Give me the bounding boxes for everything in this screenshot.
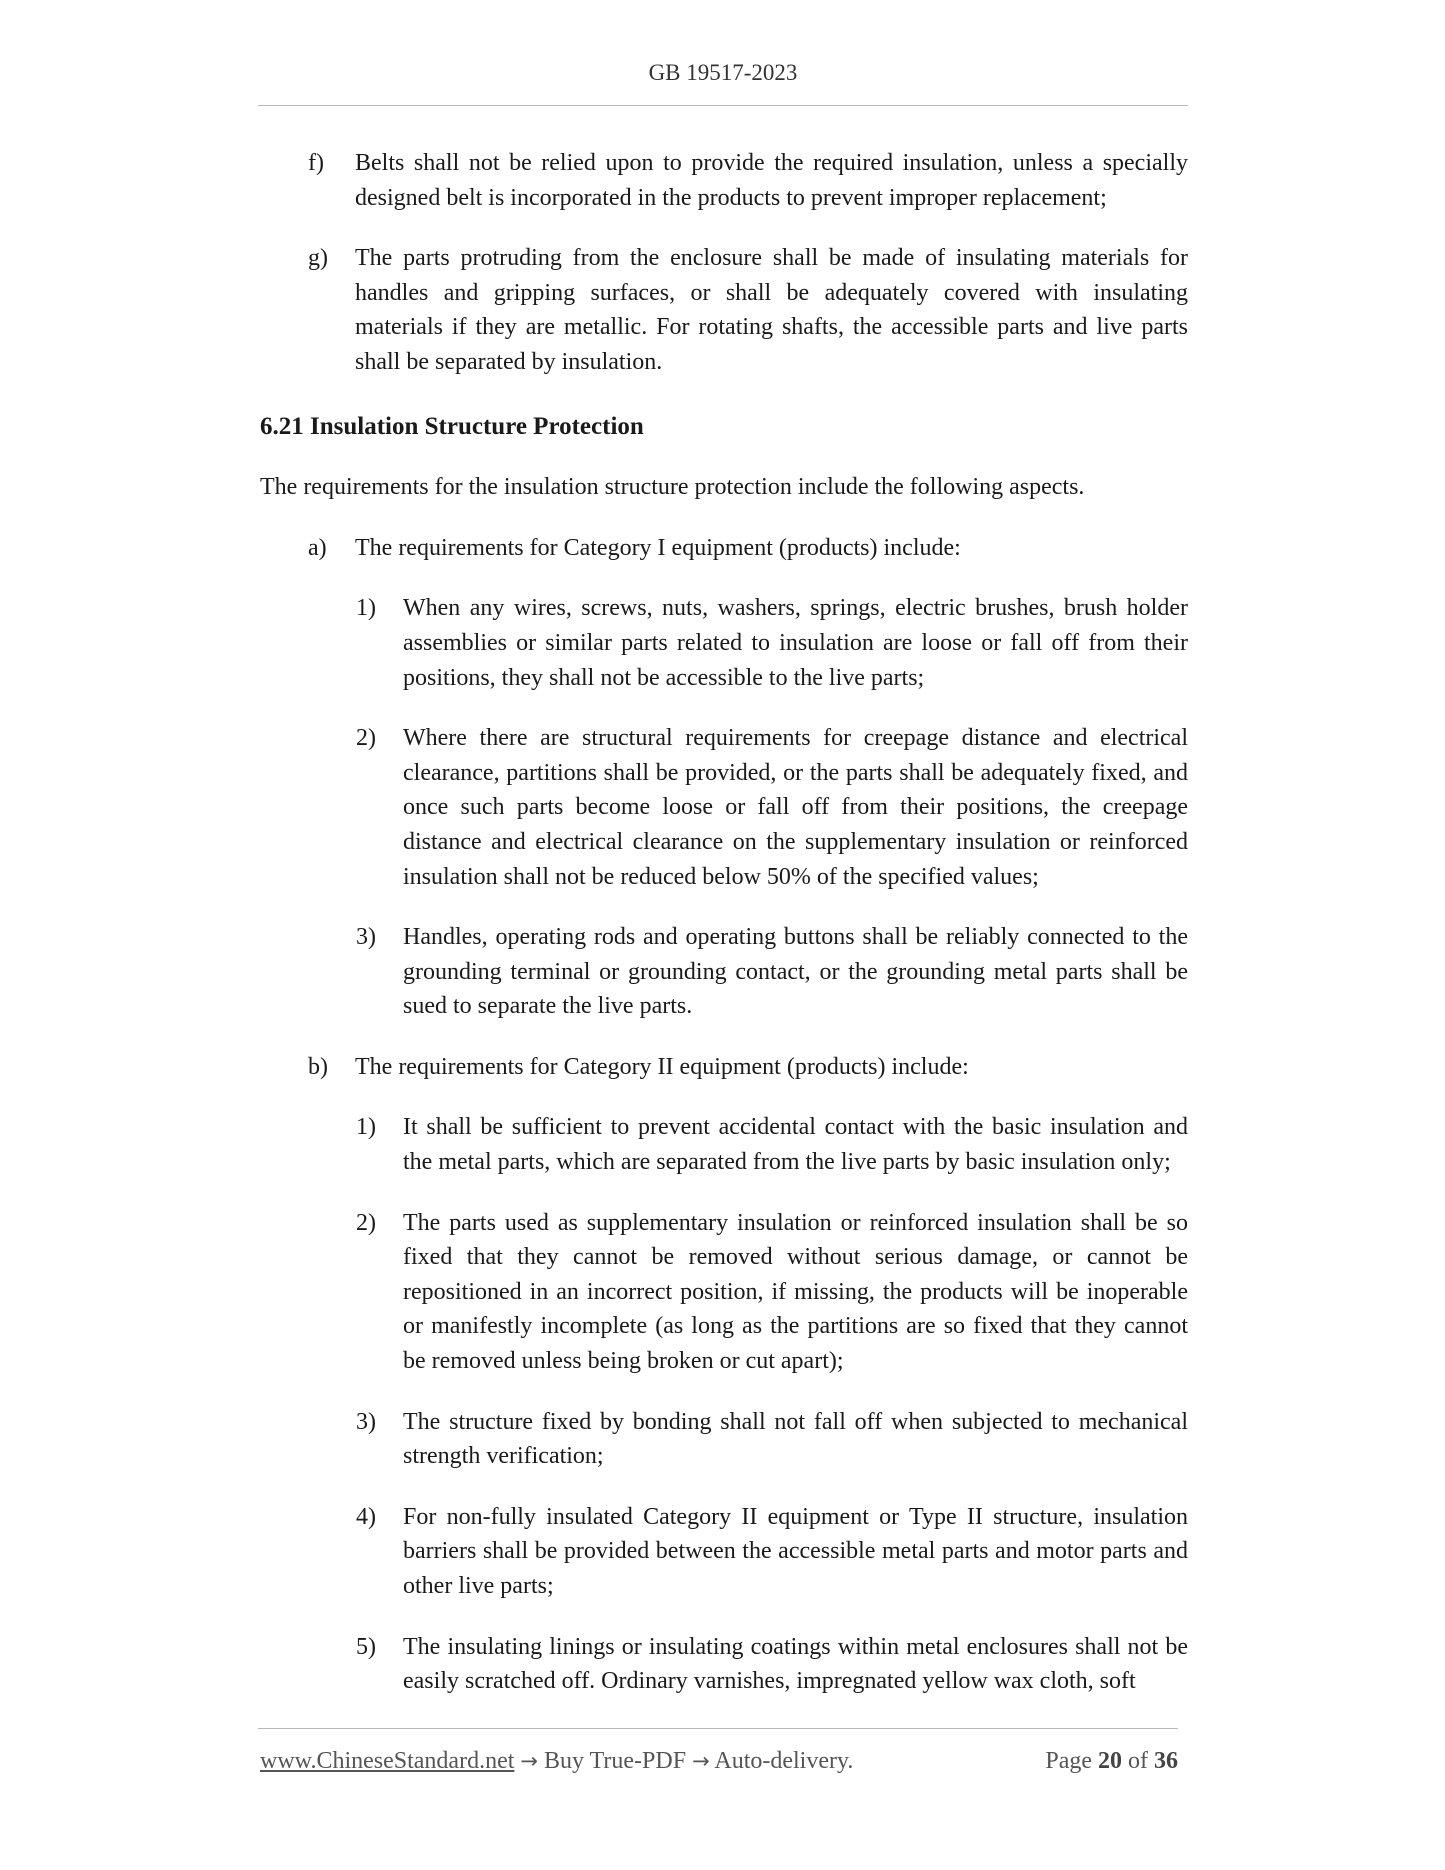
sub-text: The insulating linings or insulating coatings within metal enclosures shall not be easily scratched off. Ordinary varnishes, impregnated yellow wax cloth, soft (403, 1633, 1188, 1695)
sub-item-a3 (356, 920, 1188, 1024)
sub-item-a1 (356, 591, 1188, 695)
list-item-f (308, 146, 1188, 215)
list-label: b) (308, 1053, 328, 1080)
list-text: The parts protruding from the enclosure shall be made of insulating materials for handles and gripping surfaces, or shall be adequately covered with insulating materials if they are metallic. For rotating shafts, the accessible parts and live parts shall be separated by insulation. (355, 245, 1188, 375)
website-link[interactable]: www.ChineseStandard.net (260, 1748, 515, 1774)
list-label: g) (308, 245, 328, 272)
sub-label: 3) (356, 1408, 376, 1435)
sub-item-b3 (356, 1405, 1188, 1474)
sub-text: Handles, operating rods and operating buttons shall be reliably connected to the grounding terminal or grounding contact, or the grounding metal parts shall be sued to separate the live parts. (403, 924, 1188, 1020)
running-header: GB 19517-2023 (648, 60, 798, 85)
list-text: Belts shall not be relied upon to provide the required insulation, unless a specially designed belt is incorporated in the products to prevent improper replacement; (355, 150, 1188, 211)
section-intro: The requirements for the insulation structure protection include the following aspects. (260, 474, 1085, 501)
footer-left (260, 1748, 853, 1775)
of-word: of (1128, 1748, 1148, 1774)
sub-item-b2 (356, 1206, 1188, 1379)
page-number (1045, 1748, 1178, 1775)
total-pages: 36 (1154, 1748, 1178, 1774)
sub-label: 5) (356, 1633, 376, 1660)
footer-divider (258, 1728, 1178, 1729)
list-item-g (308, 241, 1188, 379)
current-page: 20 (1098, 1748, 1122, 1774)
auto-delivery-text: Auto-delivery. (714, 1748, 854, 1774)
list-text: The requirements for Category II equipment (products) include: (355, 1053, 969, 1080)
sub-text: The structure fixed by bonding shall not fall off when subjected to mechanical strength verification; (403, 1408, 1188, 1470)
arrow-right-icon: → (692, 1749, 710, 1773)
buy-pdf-text: Buy True-PDF (544, 1748, 687, 1774)
sub-text: The parts used as supplementary insulation or reinforced insulation shall be so fixed that they cannot be removed without serious damage, or cannot be repositioned in an incorrect position, if missing, the products will be inoperable or manifestly incomplete (as long as the partitions are so fixed that they cannot be removed unless being broken or cut apart); (403, 1209, 1188, 1375)
header-divider (258, 105, 1188, 106)
list-item-a (308, 531, 1188, 566)
page-word: Page (1045, 1748, 1092, 1774)
sub-item-b1 (356, 1110, 1188, 1179)
sub-text: When any wires, screws, nuts, washers, springs, electric brushes, brush holder assemblies or similar parts related to insulation are loose or fall off from their positions, they shall not be accessible to the live parts; (403, 595, 1188, 691)
list-text: The requirements for Category I equipment (products) include: (355, 534, 961, 561)
sub-item-b5 (356, 1630, 1188, 1699)
sub-label: 1) (356, 1114, 376, 1141)
sub-text: For non-fully insulated Category II equipment or Type II structure, insulation barriers shall be provided between the accessible metal parts and motor parts and other live parts; (403, 1503, 1188, 1599)
sub-label: 4) (356, 1503, 376, 1530)
section-heading: 6.21 Insulation Structure Protection (260, 412, 644, 440)
page-footer (260, 1748, 1178, 1775)
sub-text: It shall be sufficient to prevent accidental contact with the basic insulation and the metal parts, which are separated from the live parts by basic insulation only; (403, 1114, 1188, 1176)
sub-text: Where there are structural requirements for creepage distance and electrical clearance, partitions shall be provided, or the parts shall be adequately fixed, and once such parts become loose or fall off from their positions, the creepage distance and electrical clearance on the supplementary insulation or reinforced insulation shall not be reduced below 50% of the specified values; (403, 725, 1188, 890)
sub-label: 2) (356, 1209, 376, 1236)
list-item-b (308, 1050, 1188, 1085)
sub-label: 3) (356, 924, 376, 951)
list-label: a) (308, 534, 327, 561)
document-body (260, 146, 1188, 1699)
sub-label: 2) (356, 725, 376, 752)
sub-item-a2 (356, 721, 1188, 894)
sub-label: 1) (356, 595, 376, 622)
sub-item-b4 (356, 1500, 1188, 1604)
list-label: f) (308, 150, 324, 176)
arrow-right-icon: → (520, 1749, 538, 1773)
